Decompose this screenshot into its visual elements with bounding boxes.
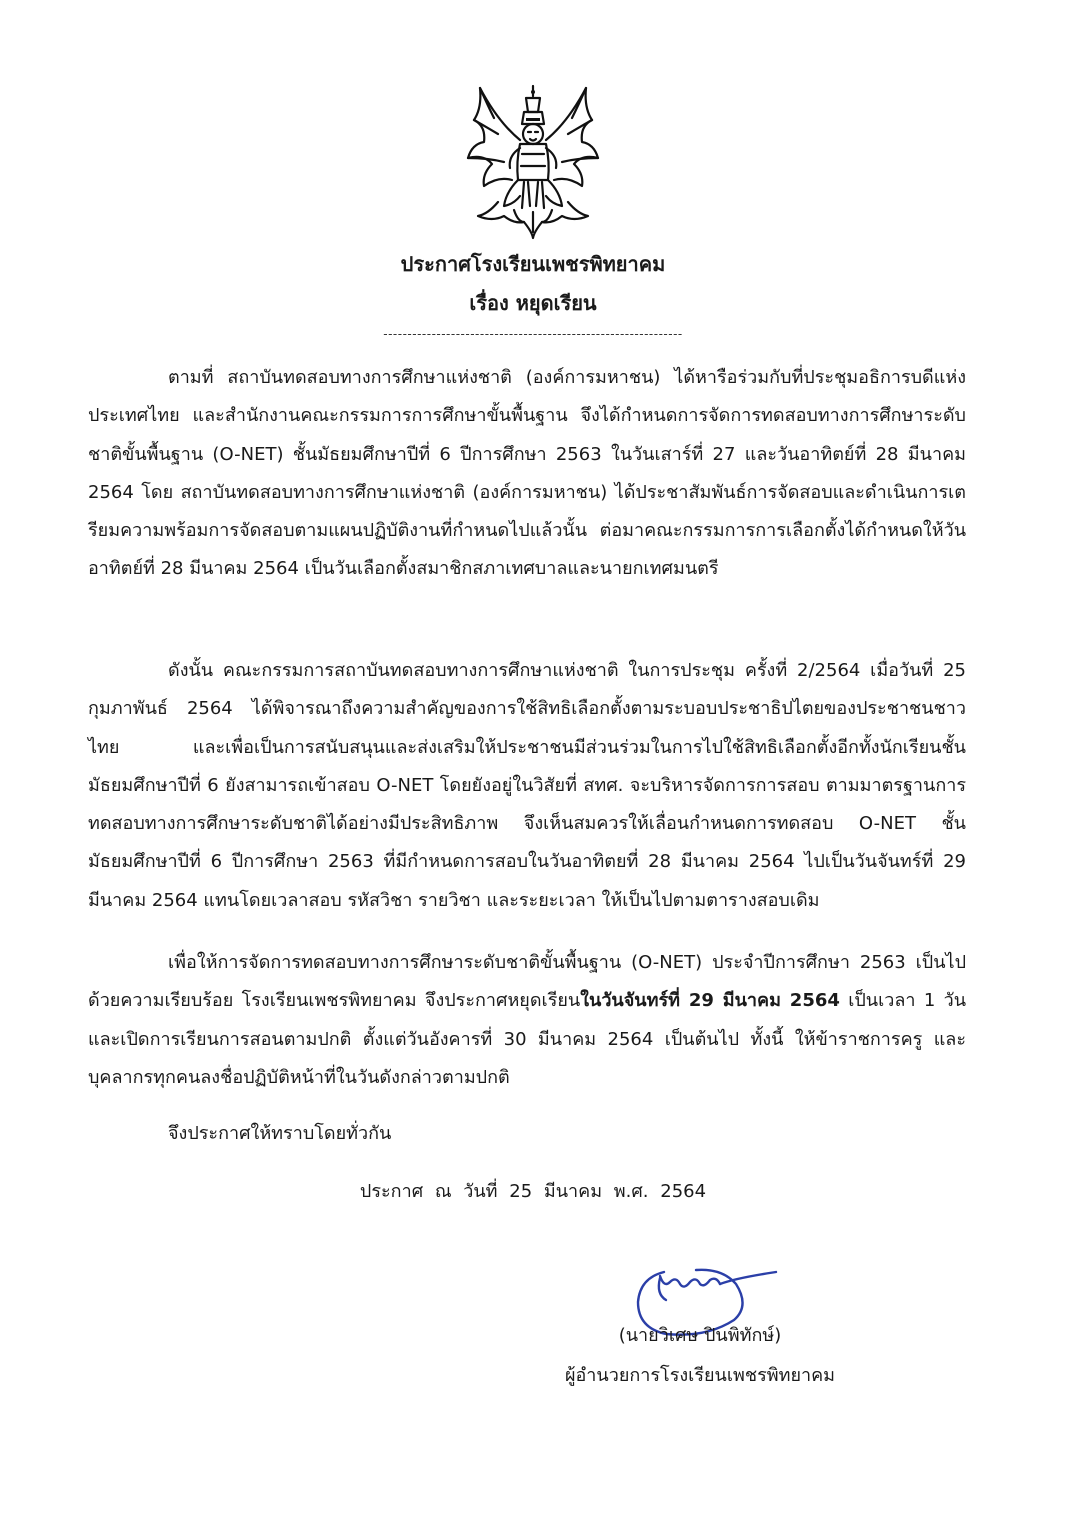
paragraph-3-lead: เพื่อให้การจัดการทดสอบทางการศึกษาระดับชาติขั้นพื้นฐาน (O-NET) ประจำปีการศึกษา 2563 เป็นไปด้วยความเรียบร้อย โรงเรียนเพชรพิทยาคม จึงประกาศหยุดเรียน [88,952,966,1012]
body-paragraph-2: ดังนั้น คณะกรรมการสถาบันทดสอบทางการศึกษาแห่งชาติ ในการประชุม ครั้งที่ 2/2564 เมื่อวันที่ 25 กุมภาพันธ์ 2564 ได้พิจารณาถึงความสำคัญของการใช้สิทธิเลือกตั้งตามระบอบประชาธิปไตยของประชาชนชาวไทย และเพื่อเป็นการสนับสนุนและส่งเสริมให้ประชาชนมีส่วนร่วมในการไปใช้สิทธิเลือกตั้งอีกทั้งนักเรียนชั้นมัธยมศึกษาปีที่ 6 ยังสามารถเข้าสอบ O-NET โดยยังอยู่ในวิสัยที่ สทศ. จะบริหารจัดการการสอบ ตามมาตรฐานการทดสอบทางการศึกษาระดับชาติได้อย่างมีประสิทธิภาพ จึงเห็นสมควรให้เลื่อนกำหนดการทดสอบ O-NET ชั้นมัธยมศึกษาปีที่ 6 ปีการศึกษา 2563 ที่มีกำหนดการสอบในวันอาทิตยที่ 28 มีนาคม 2564 ไปเป็นวันจันทร์ที่ 29 มีนาคม 2564 แทนโดยเวลาสอบ รหัสวิชา รายวิชา และระยะเวลา ให้เป็นไปตามตารางสอบเดิม [88,660,966,911]
body-paragraph-1: ตามที่ สถาบันทดสอบทางการศึกษาแห่งชาติ (องค์การมหาชน) ได้หารือร่วมกับที่ประชุมอธิการบดีแห่งประเทศไทย และสำนักงานคณะกรรมการการศึกษาขั้นพื้นฐาน จึงได้กำหนดการจัดการทดสอบทางการศึกษาระดับชาติขั้นพื้นฐาน (O-NET) ชั้นมัธยมศึกษาปีที่ 6 ปีการศึกษา 2563 ในวันเสาร์ที่ 27 และวันอาทิตย์ที่ 28 มีนาคม 2564 โดย สถาบันทดสอบทางการศึกษาแห่งชาติ (องค์การมหาชน) ได้ประชาสัมพันธ์การจัดสอบและดำเนินการเตรียมความพร้อมการจัดสอบตามแผนปฏิบัติงานที่กำหนดไปแล้วนั้น ต่อมาคณะกรรมการการเลือกตั้งได้กำหนดให้วันอาทิตย์ที่ 28 มีนาคม 2564 เป็นวันเลือกตั้งสมาชิกสภาเทศบาลและนายกเทศมนตรี [88,367,966,580]
closing-line: จึงประกาศให้ทราบโดยทั่วกัน [168,1123,392,1144]
body-paragraph-3 [88,944,966,1097]
announcement-subject: เรื่อง หยุดเรียน [469,291,597,315]
divider-line: -------------------------------------------------------------- [383,327,683,341]
announcement-title: ประกาศโรงเรียนเพชรพิทยาคม [400,252,666,276]
signer-position: ผู้อำนวยการโรงเรียนเพชรพิทยาคม [564,1365,836,1386]
announcement-date: ประกาศ ณ วันที่ 25 มีนาคม พ.ศ. 2564 [359,1181,707,1202]
garuda-emblem-icon [458,82,608,242]
holiday-date-emphasis: ในวันจันทร์ที่ 29 มีนาคม 2564 [580,990,840,1012]
signer-name: (นายวิเศษ ปินพิทักษ์) [618,1325,782,1346]
paragraph-3-tail: เป็นเวลา 1 วัน และเปิดการเรียนการสอนตามปกติ ตั้งแต่วันอังคารที่ 30 มีนาคม 2564 เป็นต้นไป ทั้งนี้ ให้ข้าราชการครู และบุคลากรทุกคนลงชื่อปฏิบัติหน้าที่ในวันดังกล่าวตามปกติ [88,990,967,1088]
